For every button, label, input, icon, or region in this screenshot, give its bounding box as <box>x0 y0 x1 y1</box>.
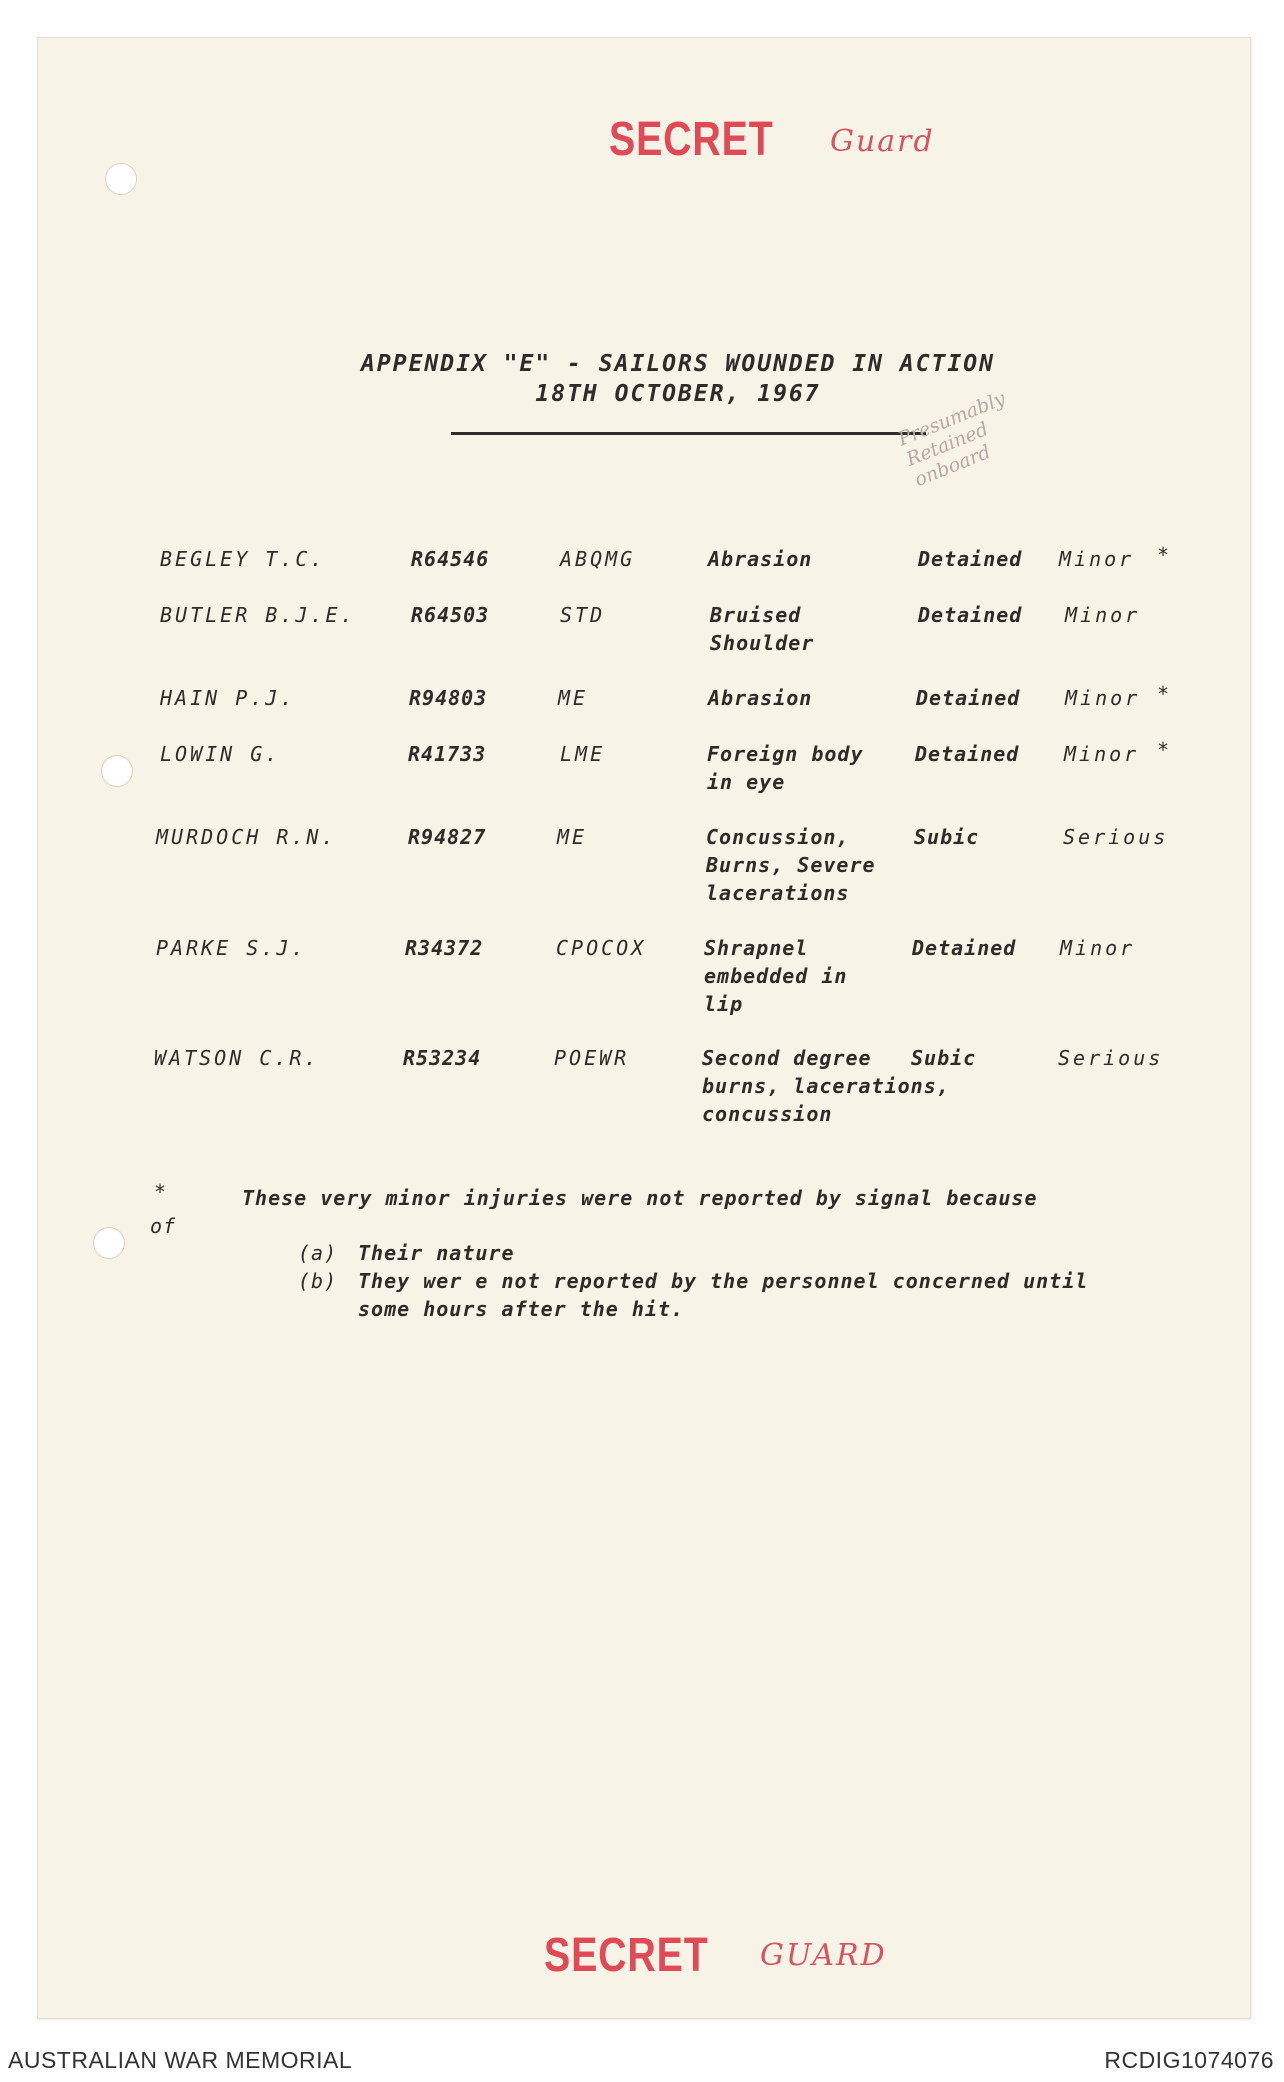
row-number: R34372 <box>405 936 484 960</box>
row-rating: ABQMG <box>560 547 636 571</box>
row-status: Detained <box>915 742 1020 766</box>
row-injury: Second degree burns, lacerations, concussion <box>702 1046 950 1126</box>
pencil-annotation: Presumably Retained onboard <box>895 387 1009 492</box>
row-number: R64503 <box>411 603 490 627</box>
row-severity: Serious <box>1063 825 1169 849</box>
footnote-item-a-label: (a) <box>298 1241 338 1265</box>
row-rating: ME <box>558 686 589 710</box>
row-severity: Minor <box>1060 936 1136 960</box>
row-name: LOWIN G. <box>160 742 281 766</box>
row-rating: STD <box>560 603 606 627</box>
row-number: R94827 <box>408 825 487 849</box>
row-status: Subic <box>911 1046 977 1070</box>
row-name: HAIN P.J. <box>160 686 296 710</box>
row-severity: Serious <box>1058 1046 1164 1070</box>
title-underline <box>451 432 926 435</box>
footer-archive-name: AUSTRALIAN WAR MEMORIAL <box>8 2047 353 2073</box>
footnote-text: These very minor injuries were not reported by signal because <box>242 1186 1038 1210</box>
row-injury: Foreign body in eye <box>707 742 864 794</box>
footnote-of: of <box>150 1214 177 1238</box>
row-injury: Abrasion <box>708 547 813 571</box>
row-flag: * <box>1157 543 1170 567</box>
row-name: PARKE S.J. <box>156 936 307 960</box>
row-name: WATSON C.R. <box>154 1046 320 1070</box>
guard-handwriting-top: Guard <box>830 124 935 159</box>
row-flag: * <box>1157 738 1170 762</box>
row-rating: CPOCOX <box>556 936 647 960</box>
punch-hole-top <box>105 163 137 195</box>
row-status: Detained <box>916 686 1021 710</box>
punch-hole-middle <box>101 755 133 787</box>
row-name: BUTLER B.J.E. <box>160 603 356 627</box>
appendix-date: 18TH OCTOBER, 1967 <box>535 381 821 407</box>
row-rating: ME <box>557 825 588 849</box>
row-severity: Minor <box>1065 603 1141 627</box>
footnote-item-b: They wer e not reported by the personnel concerned until some hours after the hit. <box>358 1269 1089 1321</box>
row-status: Subic <box>914 825 980 849</box>
secret-stamp-top: SECRET <box>609 113 774 166</box>
row-rating: LME <box>560 742 606 766</box>
appendix-title: APPENDIX "E" - SAILORS WOUNDED IN ACTION <box>361 351 995 377</box>
row-number: R64546 <box>411 547 490 571</box>
row-status: Detained <box>912 936 1017 960</box>
row-number: R94803 <box>409 686 488 710</box>
row-severity: Minor <box>1065 686 1141 710</box>
row-flag: * <box>1157 682 1170 706</box>
row-status: Detained <box>918 547 1023 571</box>
row-status: Detained <box>918 603 1023 627</box>
row-name: MURDOCH R.N. <box>156 825 337 849</box>
row-severity: Minor <box>1059 547 1135 571</box>
footnote-item-b-label: (b) <box>298 1269 338 1293</box>
footnote-item-a: Their nature <box>358 1241 515 1265</box>
footnote-marker: * <box>154 1180 167 1204</box>
row-rating: POEWR <box>554 1046 630 1070</box>
row-name: BEGLEY T.C. <box>160 547 326 571</box>
punch-hole-bottom <box>93 1227 125 1259</box>
row-number: R53234 <box>403 1046 482 1070</box>
row-injury: Concussion, Burns, Severe lacerations <box>706 825 876 905</box>
row-number: R41733 <box>408 742 487 766</box>
guard-handwriting-bottom: GUARD <box>760 1938 887 1973</box>
row-injury: Bruised Shoulder <box>710 603 815 655</box>
row-injury: Abrasion <box>708 686 813 710</box>
row-injury: Shrapnel embedded in lip <box>704 936 848 1016</box>
row-severity: Minor <box>1064 742 1140 766</box>
footer-record-id: RCDIG1074076 <box>1104 2047 1274 2073</box>
document-page <box>37 37 1251 2019</box>
secret-stamp-bottom: SECRET <box>544 1929 709 1982</box>
